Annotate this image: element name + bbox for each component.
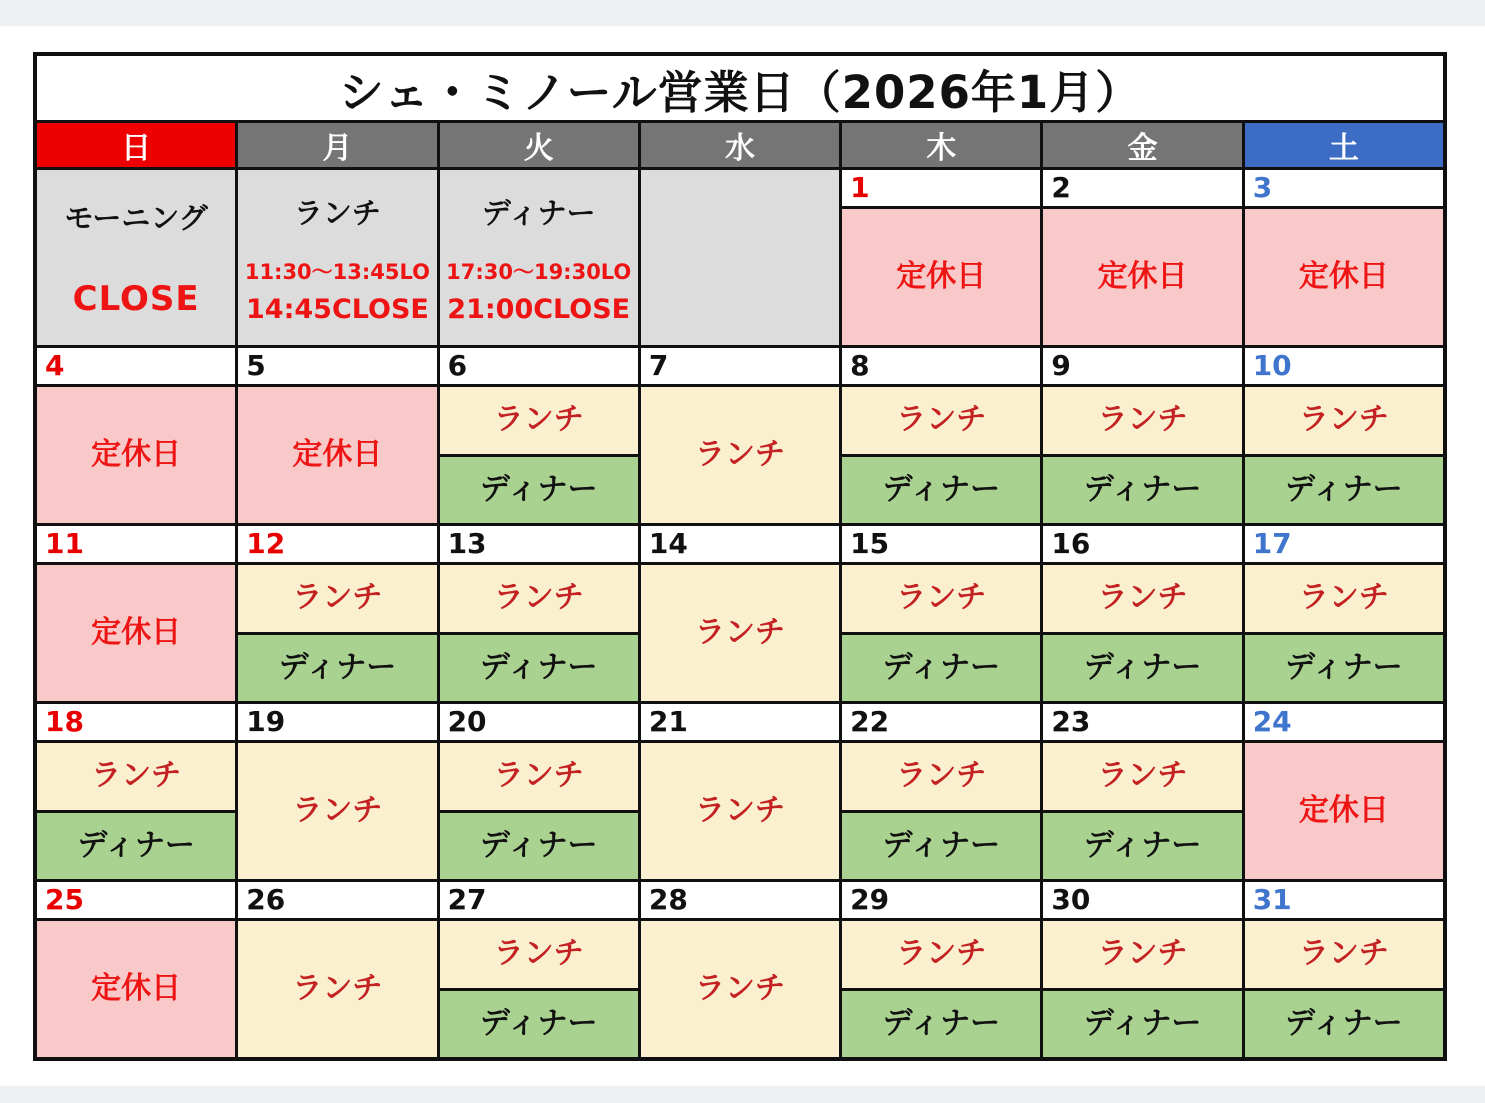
closed-label: 定休日 — [1097, 259, 1188, 294]
date-strip — [37, 348, 235, 384]
dinner-block — [842, 991, 1040, 1058]
business-calendar — [33, 52, 1447, 1061]
date-label: 25 — [45, 883, 84, 916]
closed-label: 定休日 — [91, 615, 182, 650]
lunch-label: ランチ — [896, 936, 987, 972]
lunch-label: ランチ — [694, 971, 785, 1006]
date-label: 8 — [850, 349, 870, 382]
dinner-block — [842, 635, 1040, 702]
dinner-block — [440, 457, 638, 524]
dinner-block — [1245, 991, 1443, 1058]
dinner-block — [1043, 635, 1241, 702]
date-strip — [238, 882, 436, 918]
date-label: 22 — [850, 705, 890, 738]
date-label: 3 — [1252, 171, 1273, 204]
lunch-full-block — [238, 743, 436, 879]
dinner-label: ディナー — [479, 827, 598, 863]
lunch-label: ランチ — [292, 580, 383, 616]
closed-block — [1043, 209, 1241, 345]
lunch-block — [842, 743, 1040, 810]
legend-morning-title: モーニング — [64, 201, 208, 235]
lunch-label: ランチ — [896, 402, 987, 438]
lunch-label: ランチ — [1298, 402, 1389, 438]
day-schedule — [1043, 387, 1241, 523]
lunch-full-block — [641, 387, 839, 523]
closed-label: 定休日 — [292, 437, 383, 472]
weekday-header-fri: 金 — [1043, 123, 1241, 167]
weekday-header-thu: 木 — [842, 123, 1040, 167]
day-cell-17 — [1245, 526, 1443, 701]
dinner-block — [842, 813, 1040, 880]
date-label: 30 — [1051, 883, 1091, 916]
day-schedule — [1043, 921, 1241, 1057]
closed-block — [1245, 209, 1443, 345]
day-cell-31 — [1245, 882, 1443, 1057]
day-cell-8 — [842, 348, 1040, 523]
lunch-label: ランチ — [493, 758, 584, 794]
dinner-block — [1245, 457, 1443, 524]
closed-label: 定休日 — [1298, 793, 1389, 828]
legend-lunch-close: 14:45CLOSE — [246, 293, 429, 325]
date-label: 18 — [45, 705, 84, 738]
date-strip — [440, 348, 638, 384]
date-label: 14 — [648, 527, 688, 560]
day-cell-14 — [641, 526, 839, 701]
date-strip — [440, 704, 638, 740]
dinner-label: ディナー — [479, 649, 598, 685]
dinner-block — [440, 813, 638, 880]
date-strip — [842, 526, 1040, 562]
dinner-block — [1043, 813, 1241, 880]
dinner-label: ディナー — [1083, 1005, 1202, 1041]
dinner-label: ディナー — [479, 1005, 598, 1041]
dinner-label: ディナー — [278, 649, 397, 685]
day-cell-19 — [238, 704, 436, 879]
lunch-label: ランチ — [694, 437, 785, 472]
closed-label: 定休日 — [1298, 259, 1389, 294]
date-strip — [842, 704, 1040, 740]
dinner-label: ディナー — [882, 649, 1001, 685]
date-label: 29 — [850, 883, 890, 916]
date-label: 24 — [1252, 705, 1292, 738]
dinner-block — [37, 813, 235, 880]
closed-block — [37, 565, 235, 701]
dinner-label: ディナー — [1083, 471, 1202, 507]
date-label: 4 — [45, 349, 65, 382]
day-cell-3 — [1245, 170, 1443, 345]
closed-label: 定休日 — [91, 971, 182, 1006]
lunch-block — [842, 921, 1040, 988]
day-schedule — [440, 565, 638, 701]
weekday-header-wed: 水 — [641, 123, 839, 167]
date-strip — [1043, 704, 1241, 740]
dinner-label: ディナー — [1083, 827, 1202, 863]
dinner-label: ディナー — [1285, 471, 1403, 507]
date-label: 15 — [850, 527, 890, 560]
date-strip — [1043, 170, 1241, 206]
lunch-label: ランチ — [694, 793, 785, 828]
dinner-block — [238, 635, 436, 702]
lunch-label: ランチ — [896, 758, 987, 794]
date-label: 12 — [246, 527, 286, 560]
day-schedule — [440, 387, 638, 523]
date-strip — [238, 704, 436, 740]
date-strip — [440, 526, 638, 562]
day-cell-5 — [238, 348, 436, 523]
day-cell-4 — [37, 348, 235, 523]
date-label: 27 — [447, 883, 487, 916]
day-schedule — [37, 743, 235, 879]
day-cell-12 — [238, 526, 436, 701]
legend-lunch-title: ランチ — [293, 195, 381, 230]
date-strip — [1245, 704, 1443, 740]
lunch-block — [440, 743, 638, 810]
dinner-label: ディナー — [882, 827, 1001, 863]
dinner-label: ディナー — [882, 1005, 1001, 1041]
lunch-label: ランチ — [292, 971, 383, 1006]
lunch-full-block — [641, 565, 839, 701]
date-label: 17 — [1252, 527, 1292, 560]
date-label: 31 — [1252, 883, 1292, 916]
dinner-block — [842, 457, 1040, 524]
lunch-block — [842, 565, 1040, 632]
day-cell-26 — [238, 882, 436, 1057]
day-schedule — [842, 921, 1040, 1057]
day-schedule — [842, 565, 1040, 701]
date-strip — [641, 526, 839, 562]
day-cell-24 — [1245, 704, 1443, 879]
date-label: 9 — [1051, 349, 1071, 382]
day-cell-30 — [1043, 882, 1241, 1057]
date-strip — [1245, 526, 1443, 562]
day-schedule — [440, 743, 638, 879]
closed-label: 定休日 — [896, 259, 987, 294]
date-strip — [842, 348, 1040, 384]
day-cell-6 — [440, 348, 638, 523]
date-strip — [641, 348, 839, 384]
day-cell-1 — [842, 170, 1040, 345]
dinner-block — [440, 991, 638, 1058]
day-schedule — [238, 565, 436, 701]
date-label: 23 — [1051, 705, 1091, 738]
date-label: 16 — [1051, 527, 1091, 560]
day-cell-9 — [1043, 348, 1241, 523]
date-label: 5 — [246, 349, 266, 382]
date-strip — [641, 882, 839, 918]
weekday-header-mon: 月 — [238, 123, 436, 167]
lunch-label: ランチ — [1097, 936, 1188, 972]
lunch-block — [440, 387, 638, 454]
day-schedule — [842, 387, 1040, 523]
legend-dinner-cell — [440, 170, 638, 345]
dinner-label: ディナー — [1285, 649, 1403, 685]
lunch-label: ランチ — [493, 936, 584, 972]
closed-block — [238, 387, 436, 523]
legend-dinner-close: 21:00CLOSE — [447, 293, 631, 325]
lunch-block — [1043, 387, 1241, 454]
day-schedule — [1043, 565, 1241, 701]
legend-dinner-hours: 17:30～19:30LO — [446, 259, 632, 284]
date-label: 19 — [246, 705, 286, 738]
day-cell-25 — [37, 882, 235, 1057]
legend-lunch-hours: 11:30～13:45LO — [244, 259, 431, 284]
day-schedule — [440, 921, 638, 1057]
weekday-header-sun: 日 — [37, 123, 235, 167]
lunch-label: ランチ — [896, 580, 987, 616]
lunch-label: ランチ — [493, 580, 584, 616]
day-schedule — [842, 743, 1040, 879]
lunch-label: ランチ — [292, 793, 383, 828]
date-strip — [238, 526, 436, 562]
closed-block — [1245, 743, 1443, 879]
date-strip — [641, 704, 839, 740]
date-strip — [1043, 882, 1241, 918]
lunch-label: ランチ — [1298, 936, 1389, 972]
date-label: 21 — [648, 705, 688, 738]
date-strip — [1245, 348, 1443, 384]
day-cell-23 — [1043, 704, 1241, 879]
date-label: 10 — [1252, 349, 1292, 382]
day-cell-29 — [842, 882, 1040, 1057]
date-strip — [440, 882, 638, 918]
page-top-band — [0, 0, 1485, 26]
date-strip — [1245, 882, 1443, 918]
lunch-label: ランチ — [694, 615, 785, 650]
date-label: 1 — [850, 171, 870, 204]
closed-block — [842, 209, 1040, 345]
lunch-label: ランチ — [493, 402, 584, 438]
lunch-full-block — [238, 921, 436, 1057]
lunch-label: ランチ — [91, 758, 182, 794]
lunch-block — [1245, 921, 1443, 988]
day-cell-15 — [842, 526, 1040, 701]
date-strip — [842, 882, 1040, 918]
lunch-label: ランチ — [1097, 758, 1188, 794]
lunch-block — [1245, 387, 1443, 454]
closed-block — [37, 921, 235, 1057]
lunch-label: ランチ — [1097, 580, 1188, 616]
lunch-block — [440, 565, 638, 632]
day-cell-7 — [641, 348, 839, 523]
date-label: 20 — [447, 705, 487, 738]
calendar-title: シェ・ミノール営業日（2026年1月） — [37, 56, 1443, 120]
day-cell-27 — [440, 882, 638, 1057]
date-strip — [842, 170, 1040, 206]
legend-dinner-title: ディナー — [481, 195, 596, 230]
closed-label: 定休日 — [91, 437, 182, 472]
empty-cell — [641, 170, 839, 345]
date-strip — [37, 882, 235, 918]
dinner-label: ディナー — [77, 827, 195, 863]
page-bottom-band — [0, 1086, 1485, 1103]
date-label: 26 — [246, 883, 286, 916]
date-strip — [37, 526, 235, 562]
lunch-full-block — [641, 921, 839, 1057]
date-label: 13 — [447, 527, 487, 560]
weekday-header-sat: 土 — [1245, 123, 1443, 167]
lunch-block — [37, 743, 235, 810]
day-cell-18 — [37, 704, 235, 879]
lunch-block — [1043, 743, 1241, 810]
dinner-block — [440, 635, 638, 702]
day-cell-10 — [1245, 348, 1443, 523]
day-schedule — [1245, 387, 1443, 523]
day-schedule — [1245, 565, 1443, 701]
day-schedule — [1043, 743, 1241, 879]
lunch-block — [1245, 565, 1443, 632]
dinner-block — [1043, 457, 1241, 524]
lunch-block — [1043, 921, 1241, 988]
date-label: 2 — [1051, 171, 1071, 204]
day-cell-21 — [641, 704, 839, 879]
date-label: 6 — [447, 349, 468, 382]
day-cell-20 — [440, 704, 638, 879]
legend-morning-cell — [37, 170, 235, 345]
date-strip — [37, 704, 235, 740]
legend-morning-status: CLOSE — [72, 279, 200, 319]
dinner-block — [1245, 635, 1443, 702]
date-strip — [238, 348, 436, 384]
dinner-label: ディナー — [1083, 649, 1202, 685]
dinner-label: ディナー — [1285, 1005, 1403, 1041]
date-strip — [1245, 170, 1443, 206]
weekday-header-tue: 火 — [440, 123, 638, 167]
date-strip — [1043, 348, 1241, 384]
day-cell-2 — [1043, 170, 1241, 345]
lunch-label: ランチ — [1298, 580, 1389, 616]
lunch-block — [238, 565, 436, 632]
legend-lunch-cell — [238, 170, 436, 345]
lunch-full-block — [641, 743, 839, 879]
lunch-block — [842, 387, 1040, 454]
day-schedule — [1245, 921, 1443, 1057]
date-label: 7 — [648, 349, 669, 382]
day-cell-16 — [1043, 526, 1241, 701]
day-cell-13 — [440, 526, 638, 701]
lunch-label: ランチ — [1097, 402, 1188, 438]
date-strip — [1043, 526, 1241, 562]
lunch-block — [440, 921, 638, 988]
dinner-block — [1043, 991, 1241, 1058]
day-cell-22 — [842, 704, 1040, 879]
dinner-label: ディナー — [882, 471, 1001, 507]
date-label: 11 — [45, 527, 84, 560]
closed-block — [37, 387, 235, 523]
day-cell-28 — [641, 882, 839, 1057]
dinner-label: ディナー — [479, 471, 598, 507]
day-cell-11 — [37, 526, 235, 701]
date-label: 28 — [648, 883, 688, 916]
lunch-block — [1043, 565, 1241, 632]
